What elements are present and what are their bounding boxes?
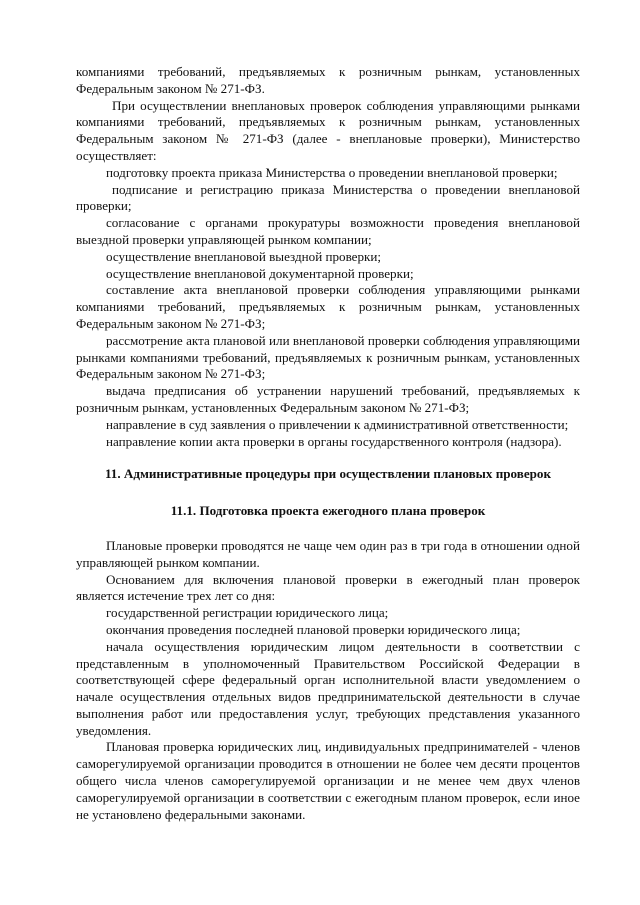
list-item: осуществление внеплановой документарной проверки; (106, 265, 414, 281)
paragraph-unplanned-inspections-intro: При осуществлении внеплановых проверок соблюдения управляющими рынками компаниями требований, предъявляемых к розничным рынкам, установленных Федеральным законом № 271-ФЗ (далее - внеплановые проверки), Министерство осуществляет: (76, 97, 580, 163)
paragraph: Плановые проверки проводятся не чаще чем один раз в три года в отношении одной управляющей рынком компании. (76, 537, 580, 570)
list-item: направление копии акта проверки в органы государственного контроля (надзора). (106, 433, 562, 449)
subsection-heading: 11.1. Подготовка проекта ежегодного плана проверок (170, 503, 486, 519)
document-page (76, 64, 580, 823)
list-item: подготовку проекта приказа Министерства о проведении внеплановой проверки; (106, 164, 558, 180)
list-item: направление в суд заявления о привлечении к административной ответственности; (106, 416, 569, 432)
list-item: осуществление внеплановой выездной проверки; (106, 248, 382, 264)
list-item: начала осуществления юридическим лицом деятельности в соответствии с представленным в уполномоченный Правительством Российской Федерации в соответствующей сфере федеральный орган исполнительной власти уведомлением о начале осуществления отдельных видов предпринимательской деятельности в случае выполнения работ или предоставления услуг, требующих представления указанного уведомления. (76, 638, 580, 738)
list-item: согласование с органами прокуратуры возможности проведения внеплановой выездной проверки управляющей рынком компании; (76, 215, 580, 247)
paragraph: Плановая проверка юридических лиц, индивидуальных предпринимателей - членов саморегулируемой организации проводится в отношении не более чем десяти процентов общего числа членов саморегулируемой организации и не менее чем двух членов саморегулируемой организации в соответствии с ежегодным планом проверок, если иное не установлено федеральными законами. (76, 739, 580, 822)
section-heading: 11. Административные процедуры при осуществлении плановых проверок (104, 466, 552, 482)
list-item: выдача предписания об устранении нарушений требований, предъявляемых к розничным рынкам, установленных Федеральным законом № 271-ФЗ; (76, 383, 580, 415)
list-item: подписание и регистрацию приказа Министерства о проведении внеплановой проверки; (76, 181, 580, 214)
paragraph-continuation: компаниями требований, предъявляемых к розничным рынкам, установленных Федеральным законом № 271-ФЗ. (76, 64, 580, 96)
list-item: рассмотрение акта плановой или внеплановой проверки соблюдения управляющими рынками компаниями требований, предъявляемых к розничным рынкам, установленных Федеральным законом № 271-ФЗ; (76, 332, 580, 382)
list-item: составление акта внеплановой проверки соблюдения управляющими рынками компаниями требований, предъявляемых к розничным рынкам, установленных Федеральным законом № 271-ФЗ; (76, 282, 580, 331)
list-item: государственной регистрации юридического лица; (106, 605, 389, 621)
paragraph: Основанием для включения плановой проверки в ежегодный план проверок является истечение трех лет со дня: (76, 571, 580, 604)
list-item: окончания проведения последней плановой проверки юридического лица; (106, 621, 521, 637)
